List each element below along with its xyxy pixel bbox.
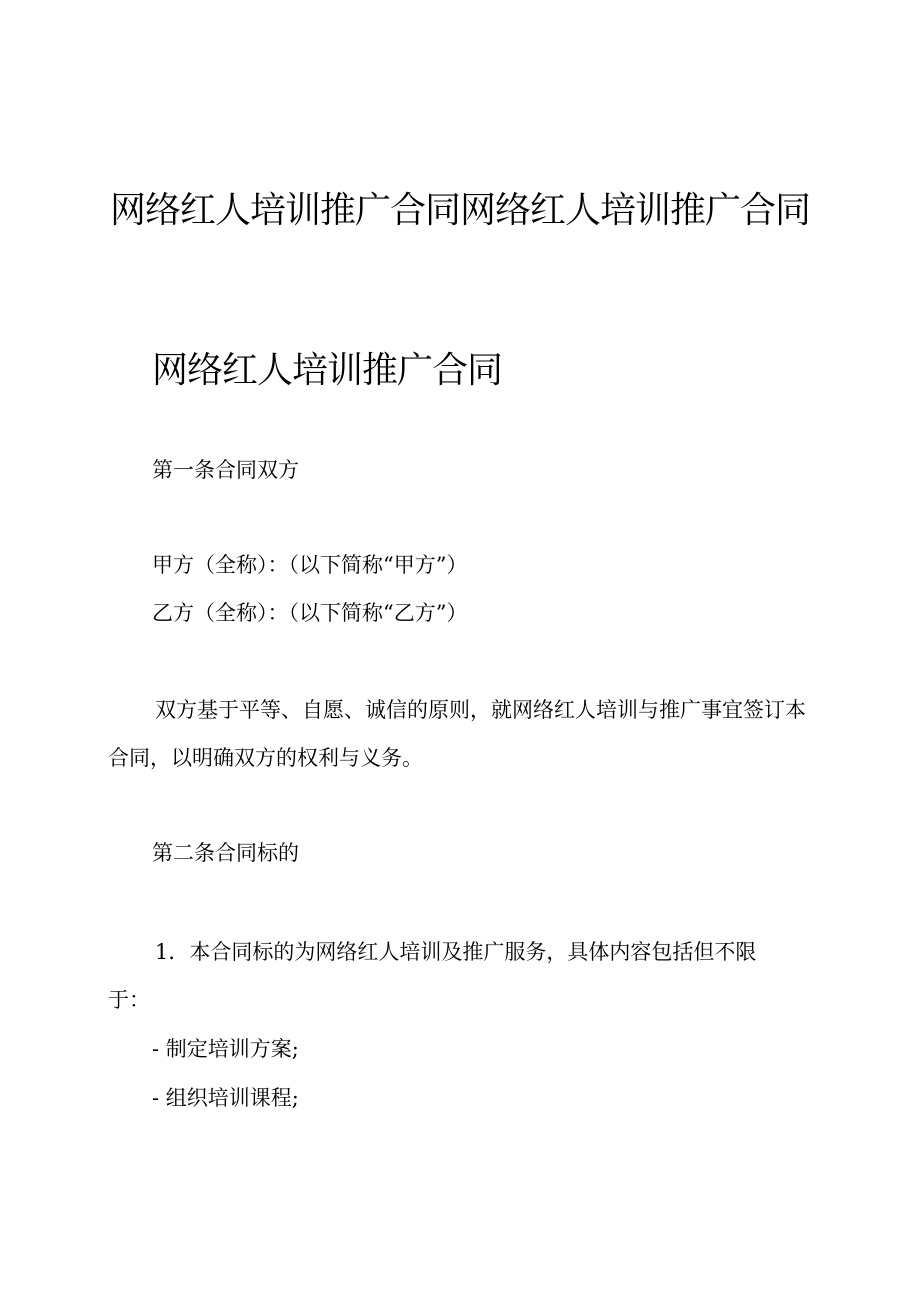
list-item: - 制定培训方案; (152, 1037, 299, 1061)
party-a-line: 甲方（全称）：（以下简称“甲方”） (152, 553, 468, 577)
document-subtitle: 网络红人培训推广合同 (152, 350, 503, 391)
clause-1: 1．本合同标的为网络红人培训及推广服务，具体内容包括但不限于： (108, 940, 757, 1012)
intro-paragraph: 双方基于平等、自愿、诚信的原则，就网络红人培训与推广事宜签订本合同，以明确双方的权利与义务。 (108, 698, 806, 770)
party-b-line: 乙方（全称）：（以下简称“乙方”） (152, 601, 468, 625)
article-1-heading: 第一条合同双方 (152, 458, 299, 482)
list-item: - 组织培训课程; (152, 1086, 299, 1110)
article-2-heading: 第二条合同标的 (152, 841, 299, 865)
document-title: 网络红人培训推广合同网络红人培训推广合同 (109, 190, 810, 231)
